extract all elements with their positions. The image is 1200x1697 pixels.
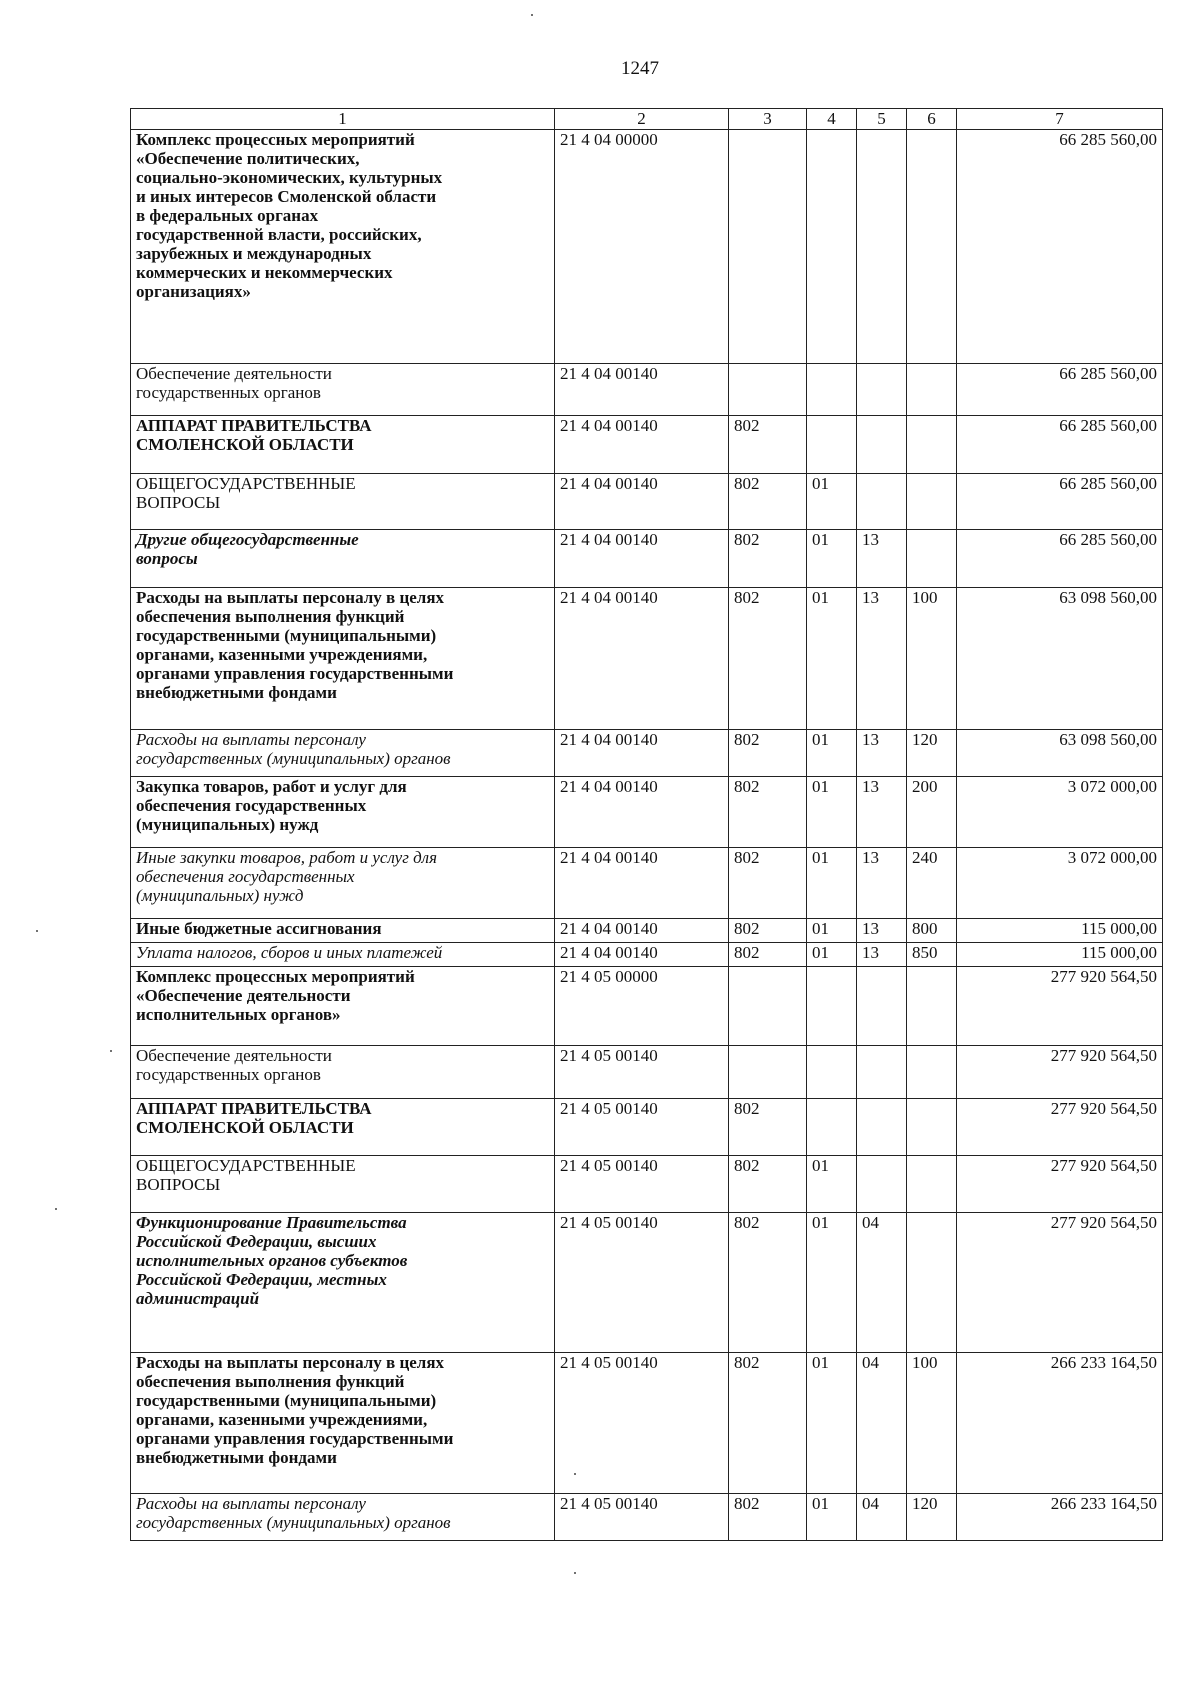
- row-csr-code: 21 4 05 00140: [555, 1156, 729, 1213]
- row-description: Комплекс процессных мероприятий «Обеспечение деятельности исполнительных органов»: [131, 967, 555, 1046]
- row-expense-type-code: 120: [907, 1494, 957, 1541]
- table-row: [131, 848, 1163, 919]
- row-section-code: 01: [807, 474, 857, 530]
- table-row: [131, 130, 1163, 364]
- row-amount: 277 920 564,50: [957, 1156, 1163, 1213]
- row-csr-code: 21 4 04 00140: [555, 777, 729, 848]
- table-row: [131, 474, 1163, 530]
- row-expense-type-code: [907, 530, 957, 588]
- row-subsection-code: 04: [857, 1353, 907, 1494]
- column-header: 3: [729, 109, 807, 130]
- row-expense-type-code: 800: [907, 919, 957, 943]
- row-subsection-code: [857, 1099, 907, 1156]
- row-amount: 63 098 560,00: [957, 730, 1163, 777]
- row-amount: 66 285 560,00: [957, 474, 1163, 530]
- row-description: Иные бюджетные ассигнования: [131, 919, 555, 943]
- row-amount: 266 233 164,50: [957, 1494, 1163, 1541]
- row-description: Расходы на выплаты персоналу в целях обеспечения выполнения функций государственными (муниципальными) органами, казенными учреждениями, органами управления государственными внебюджетными фондами: [131, 1353, 555, 1494]
- row-section-code: [807, 416, 857, 474]
- row-amount: 3 072 000,00: [957, 777, 1163, 848]
- row-subsection-code: 13: [857, 777, 907, 848]
- row-expense-type-code: [907, 130, 957, 364]
- row-section-code: [807, 1046, 857, 1099]
- row-description: Расходы на выплаты персоналу государственных (муниципальных) органов: [131, 730, 555, 777]
- table-row: [131, 1353, 1163, 1494]
- row-grbs-code: 802: [729, 588, 807, 730]
- row-section-code: [807, 364, 857, 416]
- row-csr-code: 21 4 04 00140: [555, 919, 729, 943]
- table-row: [131, 530, 1163, 588]
- scan-dot: [531, 14, 533, 16]
- row-amount: 66 285 560,00: [957, 416, 1163, 474]
- table-row: [131, 1156, 1163, 1213]
- row-expense-type-code: [907, 967, 957, 1046]
- table-row: [131, 1213, 1163, 1353]
- column-header: 7: [957, 109, 1163, 130]
- row-grbs-code: 802: [729, 530, 807, 588]
- row-grbs-code: 802: [729, 1494, 807, 1541]
- row-description: Функционирование Правительства Российской Федерации, высших исполнительных органов субъектов Российской Федерации, местных администраций: [131, 1213, 555, 1353]
- row-description: Иные закупки товаров, работ и услуг для обеспечения государственных (муниципальных) нужд: [131, 848, 555, 919]
- row-amount: 277 920 564,50: [957, 1046, 1163, 1099]
- row-description: Расходы на выплаты персоналу государственных (муниципальных) органов: [131, 1494, 555, 1541]
- row-subsection-code: 13: [857, 848, 907, 919]
- table-row: [131, 919, 1163, 943]
- table-row: [131, 777, 1163, 848]
- row-csr-code: 21 4 05 00140: [555, 1494, 729, 1541]
- row-section-code: 01: [807, 848, 857, 919]
- row-expense-type-code: 240: [907, 848, 957, 919]
- column-header: 4: [807, 109, 857, 130]
- row-subsection-code: [857, 364, 907, 416]
- row-subsection-code: 13: [857, 943, 907, 967]
- row-section-code: 01: [807, 943, 857, 967]
- row-csr-code: 21 4 04 00000: [555, 130, 729, 364]
- row-section-code: 01: [807, 730, 857, 777]
- row-section-code: 01: [807, 919, 857, 943]
- row-amount: 63 098 560,00: [957, 588, 1163, 730]
- row-section-code: [807, 1099, 857, 1156]
- row-section-code: [807, 130, 857, 364]
- row-description: Комплекс процессных мероприятий «Обеспечение политических, социально-экономических, культурных и иных интересов Смоленской области в федеральных органах государственной власти, российских, зарубежных и международных коммерческих и некоммерческих организациях»: [131, 130, 555, 364]
- row-section-code: [807, 967, 857, 1046]
- column-header: 5: [857, 109, 907, 130]
- row-csr-code: 21 4 04 00140: [555, 530, 729, 588]
- row-csr-code: 21 4 05 00140: [555, 1213, 729, 1353]
- row-csr-code: 21 4 05 00140: [555, 1099, 729, 1156]
- row-description: Обеспечение деятельности государственных органов: [131, 364, 555, 416]
- row-csr-code: 21 4 04 00140: [555, 730, 729, 777]
- scan-dot: [55, 1208, 57, 1210]
- row-expense-type-code: 120: [907, 730, 957, 777]
- table-row: [131, 588, 1163, 730]
- row-subsection-code: 13: [857, 730, 907, 777]
- row-amount: 266 233 164,50: [957, 1353, 1163, 1494]
- row-amount: 277 920 564,50: [957, 967, 1163, 1046]
- row-grbs-code: 802: [729, 919, 807, 943]
- row-amount: 277 920 564,50: [957, 1213, 1163, 1353]
- row-grbs-code: 802: [729, 730, 807, 777]
- row-section-code: 01: [807, 1494, 857, 1541]
- column-header: 2: [555, 109, 729, 130]
- row-csr-code: 21 4 05 00140: [555, 1353, 729, 1494]
- row-grbs-code: [729, 130, 807, 364]
- row-section-code: 01: [807, 777, 857, 848]
- row-subsection-code: [857, 967, 907, 1046]
- row-expense-type-code: [907, 1213, 957, 1353]
- row-subsection-code: 13: [857, 588, 907, 730]
- row-subsection-code: 13: [857, 530, 907, 588]
- page-number: 1247: [621, 58, 659, 79]
- row-subsection-code: [857, 1156, 907, 1213]
- row-expense-type-code: [907, 1099, 957, 1156]
- row-expense-type-code: [907, 1156, 957, 1213]
- row-grbs-code: 802: [729, 943, 807, 967]
- row-csr-code: 21 4 05 00000: [555, 967, 729, 1046]
- row-grbs-code: 802: [729, 1213, 807, 1353]
- row-amount: 66 285 560,00: [957, 364, 1163, 416]
- row-description: Расходы на выплаты персоналу в целях обеспечения выполнения функций государственными (муниципальными) органами, казенными учреждениями, органами управления государственными внебюджетными фондами: [131, 588, 555, 730]
- row-grbs-code: 802: [729, 474, 807, 530]
- table-row: [131, 730, 1163, 777]
- row-csr-code: 21 4 04 00140: [555, 416, 729, 474]
- row-grbs-code: 802: [729, 1353, 807, 1494]
- row-expense-type-code: [907, 474, 957, 530]
- row-expense-type-code: 850: [907, 943, 957, 967]
- scan-dot: [574, 1572, 576, 1574]
- row-expense-type-code: [907, 416, 957, 474]
- row-expense-type-code: [907, 364, 957, 416]
- row-section-code: 01: [807, 1156, 857, 1213]
- row-expense-type-code: 100: [907, 1353, 957, 1494]
- row-description: Другие общегосударственные вопросы: [131, 530, 555, 588]
- row-description: Обеспечение деятельности государственных органов: [131, 1046, 555, 1099]
- table-header-row: [131, 109, 1163, 130]
- row-amount: 3 072 000,00: [957, 848, 1163, 919]
- row-description: АППАРАТ ПРАВИТЕЛЬСТВА СМОЛЕНСКОЙ ОБЛАСТИ: [131, 416, 555, 474]
- row-description: АППАРАТ ПРАВИТЕЛЬСТВА СМОЛЕНСКОЙ ОБЛАСТИ: [131, 1099, 555, 1156]
- row-subsection-code: 13: [857, 919, 907, 943]
- row-grbs-code: 802: [729, 848, 807, 919]
- row-amount: 115 000,00: [957, 943, 1163, 967]
- table-row: [131, 943, 1163, 967]
- row-subsection-code: 04: [857, 1213, 907, 1353]
- row-section-code: 01: [807, 530, 857, 588]
- row-description: ОБЩЕГОСУДАРСТВЕННЫЕ ВОПРОСЫ: [131, 1156, 555, 1213]
- row-amount: 277 920 564,50: [957, 1099, 1163, 1156]
- row-expense-type-code: 200: [907, 777, 957, 848]
- row-grbs-code: 802: [729, 1156, 807, 1213]
- row-grbs-code: [729, 967, 807, 1046]
- table-row: [131, 1046, 1163, 1099]
- row-description: Закупка товаров, работ и услуг для обеспечения государственных (муниципальных) нужд: [131, 777, 555, 848]
- table-row: [131, 1099, 1163, 1156]
- table-row: [131, 1494, 1163, 1541]
- row-subsection-code: [857, 474, 907, 530]
- row-amount: 66 285 560,00: [957, 130, 1163, 364]
- row-csr-code: 21 4 04 00140: [555, 588, 729, 730]
- row-grbs-code: 802: [729, 416, 807, 474]
- column-header: 6: [907, 109, 957, 130]
- column-header: 1: [131, 109, 555, 130]
- scan-dot: [574, 1473, 576, 1475]
- row-description: ОБЩЕГОСУДАРСТВЕННЫЕ ВОПРОСЫ: [131, 474, 555, 530]
- row-grbs-code: 802: [729, 1099, 807, 1156]
- table-row: [131, 364, 1163, 416]
- row-subsection-code: [857, 130, 907, 364]
- scan-dot: [36, 930, 38, 932]
- row-expense-type-code: [907, 1046, 957, 1099]
- row-csr-code: 21 4 05 00140: [555, 1046, 729, 1099]
- row-amount: 115 000,00: [957, 919, 1163, 943]
- row-subsection-code: [857, 416, 907, 474]
- row-section-code: 01: [807, 1213, 857, 1353]
- table-row: [131, 967, 1163, 1046]
- scan-dot: [110, 1050, 112, 1052]
- row-grbs-code: [729, 1046, 807, 1099]
- row-subsection-code: [857, 1046, 907, 1099]
- row-section-code: 01: [807, 1353, 857, 1494]
- table-row: [131, 416, 1163, 474]
- row-description: Уплата налогов, сборов и иных платежей: [131, 943, 555, 967]
- row-amount: 66 285 560,00: [957, 530, 1163, 588]
- row-expense-type-code: 100: [907, 588, 957, 730]
- row-csr-code: 21 4 04 00140: [555, 364, 729, 416]
- row-grbs-code: [729, 364, 807, 416]
- row-grbs-code: 802: [729, 777, 807, 848]
- row-csr-code: 21 4 04 00140: [555, 943, 729, 967]
- row-section-code: 01: [807, 588, 857, 730]
- row-csr-code: 21 4 04 00140: [555, 848, 729, 919]
- row-subsection-code: 04: [857, 1494, 907, 1541]
- row-csr-code: 21 4 04 00140: [555, 474, 729, 530]
- budget-table: [130, 108, 1163, 1541]
